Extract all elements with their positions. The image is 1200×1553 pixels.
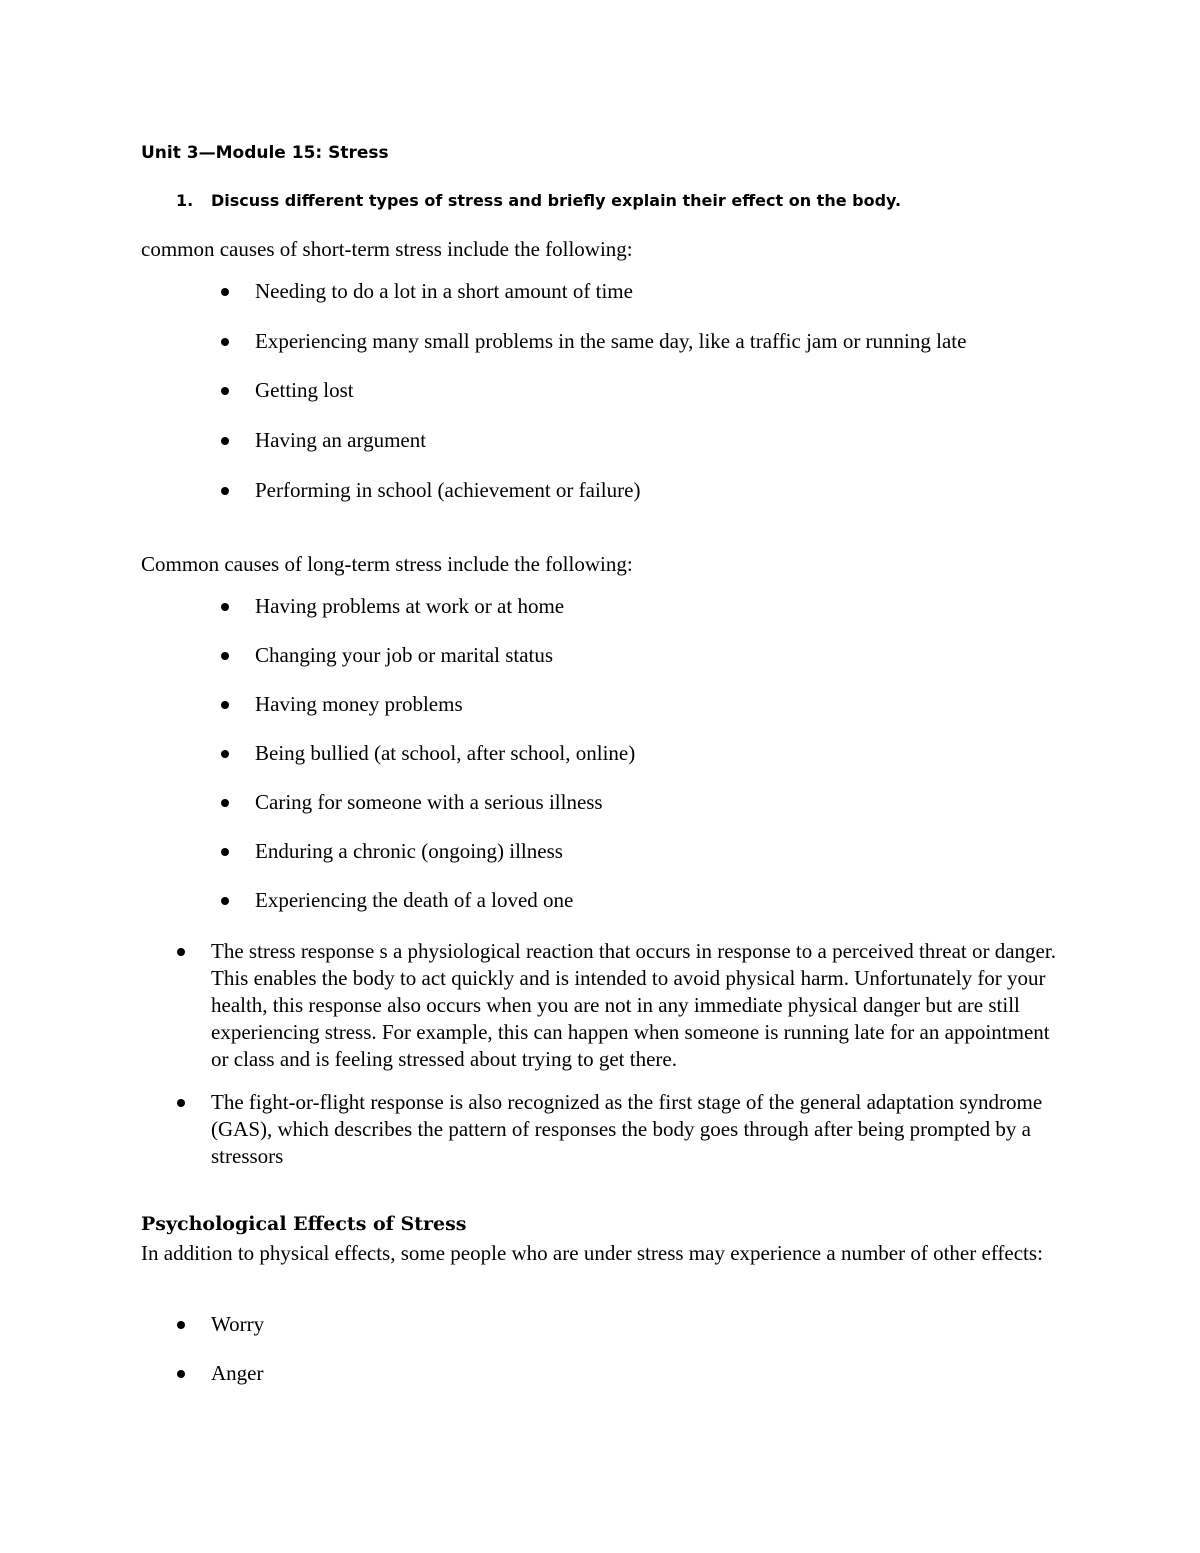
psychological-list — [211, 1311, 1061, 1387]
section-title: Psychological Effects of Stress — [141, 1213, 467, 1235]
list-item: Anger — [211, 1360, 1061, 1387]
response-list — [211, 938, 1061, 1170]
bullet-icon — [221, 338, 229, 346]
list-item: Experiencing many small problems in the same day, like a traffic jam or running late — [255, 328, 1055, 355]
bullet-icon — [177, 1321, 185, 1329]
bullet-icon — [221, 897, 229, 905]
psychological-intro: In addition to physical effects, some people who are under stress may experience a number of other effects: — [141, 1241, 1043, 1265]
bullet-icon — [221, 437, 229, 445]
list-item: Having an argument — [255, 427, 1055, 454]
list-item: Changing your job or marital status — [255, 642, 1055, 669]
bullet-icon — [221, 288, 229, 296]
bullet-icon — [221, 652, 229, 660]
short-term-intro: common causes of short-term stress include the following: — [141, 237, 633, 261]
long-term-intro: Common causes of long-term stress include the following: — [141, 552, 633, 576]
long-term-list — [255, 593, 1055, 914]
short-term-list — [255, 278, 1055, 504]
list-item: Enduring a chronic (ongoing) illness — [255, 838, 1055, 865]
list-item: Worry — [211, 1311, 1061, 1338]
document-heading: Unit 3—Module 15: Stress — [141, 143, 389, 163]
bullet-icon — [221, 603, 229, 611]
bullet-icon — [221, 701, 229, 709]
list-item: Caring for someone with a serious illness — [255, 789, 1055, 816]
question-text: Discuss different types of stress and briefly explain their effect on the body. — [211, 191, 902, 210]
list-item: Having problems at work or at home — [255, 593, 1055, 620]
bullet-icon — [221, 799, 229, 807]
bullet-icon — [177, 948, 185, 956]
list-item: Experiencing the death of a loved one — [255, 887, 1055, 914]
bullet-icon — [221, 750, 229, 758]
list-item: The fight-or-flight response is also recognized as the first stage of the general adaptation syndrome (GAS), which describes the pattern of responses the body goes through after being prompted by a stressors — [211, 1089, 1061, 1170]
bullet-icon — [221, 848, 229, 856]
question-number: 1. — [176, 191, 194, 210]
list-item: Needing to do a lot in a short amount of time — [255, 278, 1055, 305]
bullet-icon — [221, 487, 229, 495]
list-item: The stress response s a physiological reaction that occurs in response to a perceived threat or danger. This enables the body to act quickly and is intended to avoid physical harm. Unfortunately for your health, this response also occurs when you are not in any immediate physical danger but are still experiencing stress. For example, this can happen when someone is running late for an appointment or class and is feeling stressed about trying to get there. — [211, 938, 1061, 1073]
bullet-icon — [177, 1370, 185, 1378]
list-item: Having money problems — [255, 691, 1055, 718]
question-1 — [176, 191, 901, 210]
list-item: Getting lost — [255, 377, 1055, 404]
bullet-icon — [177, 1099, 185, 1107]
bullet-icon — [221, 387, 229, 395]
list-item: Performing in school (achievement or failure) — [255, 477, 1055, 504]
list-item: Being bullied (at school, after school, online) — [255, 740, 1055, 767]
